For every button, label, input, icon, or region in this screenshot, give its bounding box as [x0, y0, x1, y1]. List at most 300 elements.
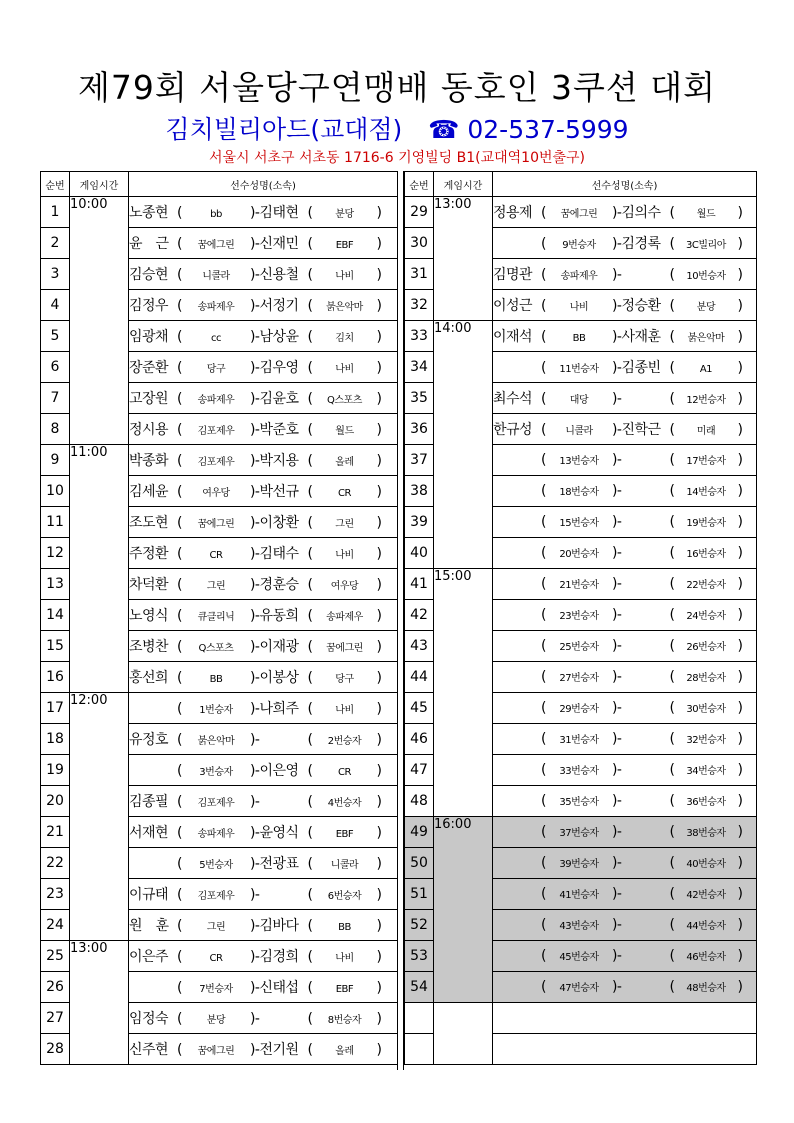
paren: ( — [541, 607, 546, 623]
match-players — [493, 910, 757, 941]
paren: ) — [376, 918, 382, 934]
paren: ( — [541, 700, 546, 716]
match-number: 3 — [41, 259, 70, 290]
match-players — [129, 755, 398, 786]
paren: ( — [541, 391, 546, 407]
player2-club: 42번승자 — [686, 890, 726, 901]
player2-club: 16번승자 — [686, 549, 726, 560]
player1-name: 김종필 — [129, 794, 169, 810]
match-number — [405, 1034, 434, 1065]
paren: ) — [376, 267, 382, 283]
match-number: 53 — [405, 941, 434, 972]
match-players — [493, 1003, 757, 1034]
match-number: 36 — [405, 414, 434, 445]
paren: ( — [307, 236, 313, 252]
player2-name: 김경희 — [259, 949, 299, 965]
player2-club: 12번승자 — [686, 395, 726, 406]
paren: )- — [611, 422, 622, 438]
paren: ) — [376, 732, 382, 748]
paren: ) — [737, 576, 743, 592]
match-number: 16 — [41, 662, 70, 693]
match-number: 42 — [405, 600, 434, 631]
player1-club: 김포제우 — [197, 457, 235, 468]
player2-name: 윤영식 — [259, 825, 299, 841]
player1-club: 37번승자 — [559, 828, 599, 839]
paren: ( — [669, 329, 675, 345]
paren: ( — [541, 979, 546, 995]
paren: ( — [669, 576, 675, 592]
player2-club: 월드 — [696, 209, 716, 220]
paren: )- — [249, 546, 260, 562]
player2-club: 그린 — [335, 519, 354, 530]
paren: )- — [611, 948, 622, 964]
player2-name: 사재훈 — [621, 329, 661, 345]
player2-name: 정승환 — [621, 298, 661, 314]
player2-name: 김경록 — [621, 236, 661, 252]
paren: ( — [307, 701, 313, 717]
player2-club: 꿈에그린 — [326, 643, 363, 654]
player1-club: 31번승자 — [559, 735, 599, 746]
player1-club: cc — [210, 333, 221, 344]
paren: ( — [669, 731, 675, 747]
paren: )- — [249, 918, 260, 934]
paren: )- — [611, 360, 622, 376]
paren: ) — [376, 887, 382, 903]
paren: ( — [307, 453, 313, 469]
paren: ( — [669, 607, 675, 623]
game-time: 16:00 — [434, 817, 493, 1003]
player1-club: 김포제우 — [197, 798, 235, 809]
paren: ( — [177, 577, 182, 593]
player1-name: 윤 근 — [129, 236, 169, 252]
paren: )- — [611, 824, 622, 840]
player2-club: 붉은악마 — [326, 302, 363, 313]
paren: ( — [541, 824, 546, 840]
paren: ) — [737, 483, 743, 499]
match-row — [405, 817, 757, 848]
match-players — [129, 693, 398, 724]
match-number: 49 — [405, 817, 434, 848]
player1-club: 그린 — [206, 581, 226, 592]
player2-club: 38번승자 — [686, 828, 726, 839]
match-row — [41, 941, 398, 972]
player1-name: 김세윤 — [129, 484, 169, 500]
player2-club: EBF — [335, 240, 354, 251]
paren: ( — [541, 762, 546, 778]
paren: )- — [249, 236, 260, 252]
player1-club: BB — [209, 674, 223, 685]
match-players — [129, 259, 398, 290]
paren: ( — [669, 205, 675, 221]
player2-name: 이재광 — [259, 639, 299, 655]
player1-club: 송파제우 — [197, 829, 235, 840]
paren: ) — [376, 794, 382, 810]
match-number: 31 — [405, 259, 434, 290]
player2-club: 19번승자 — [686, 518, 726, 529]
paren: )- — [611, 669, 622, 685]
player1-club: 1번승자 — [199, 705, 233, 716]
match-number: 43 — [405, 631, 434, 662]
paren: )- — [249, 515, 260, 531]
match-number: 11 — [41, 507, 70, 538]
paren: )- — [611, 236, 622, 252]
player1-club: 23번승자 — [559, 611, 599, 622]
match-number: 50 — [405, 848, 434, 879]
player1-name: 유정호 — [129, 732, 169, 748]
paren: ( — [177, 763, 182, 779]
player1-club: 당구 — [206, 364, 226, 375]
paren: )- — [249, 856, 260, 872]
paren: )- — [611, 638, 622, 654]
player1-name: 정시용 — [129, 422, 169, 438]
paren: ) — [737, 886, 743, 902]
paren: )- — [249, 391, 260, 407]
match-players — [493, 538, 757, 569]
paren: ( — [307, 670, 313, 686]
match-number: 48 — [405, 786, 434, 817]
player2-club: 17번승자 — [686, 456, 726, 467]
paren: )- — [249, 732, 260, 748]
player2-club: EBF — [335, 984, 354, 995]
match-number: 54 — [405, 972, 434, 1003]
paren: ( — [177, 856, 182, 872]
player2-club: 22번승자 — [686, 580, 726, 591]
paren: ( — [177, 1042, 182, 1058]
paren: ( — [307, 484, 313, 500]
paren: ( — [177, 360, 182, 376]
paren: ) — [737, 855, 743, 871]
paren: )- — [249, 577, 260, 593]
match-players — [493, 941, 757, 972]
player1-club: 39번승자 — [559, 859, 599, 870]
paren: ) — [737, 514, 743, 530]
match-players — [493, 383, 757, 414]
paren: ( — [177, 670, 182, 686]
player1-club: 꿈에그린 — [197, 519, 235, 530]
player1-club: 큐클리닉 — [197, 612, 235, 623]
paren: ( — [541, 731, 546, 747]
player2-club: 46번승자 — [686, 952, 726, 963]
match-row — [405, 321, 757, 352]
paren: )- — [249, 360, 260, 376]
player2-club: 붉은악마 — [687, 333, 725, 344]
paren: ( — [669, 700, 675, 716]
match-number: 13 — [41, 569, 70, 600]
player2-club: 6번승자 — [327, 891, 362, 902]
match-players — [129, 352, 398, 383]
paren: ( — [669, 979, 675, 995]
player1-name: 노종현 — [129, 205, 169, 221]
paren: ) — [737, 793, 743, 809]
player1-club: 김포제우 — [197, 891, 235, 902]
paren: ) — [737, 545, 743, 561]
paren: )- — [249, 949, 260, 965]
player2-name: 이봉상 — [259, 670, 299, 686]
paren: ( — [177, 949, 182, 965]
paren: ) — [376, 546, 382, 562]
paren: ( — [307, 546, 313, 562]
match-players — [493, 228, 757, 259]
match-players — [129, 383, 398, 414]
match-players — [129, 786, 398, 817]
player2-club: 미래 — [696, 426, 716, 437]
player1-club: 분당 — [206, 1015, 226, 1026]
game-time: 10:00 — [70, 197, 129, 445]
paren: ) — [376, 608, 382, 624]
match-players — [493, 290, 757, 321]
player1-club: 송파제우 — [197, 395, 235, 406]
venue-name: 김치빌리아드(교대점) — [165, 115, 403, 144]
player2-name: 김바다 — [259, 918, 299, 934]
match-players — [493, 848, 757, 879]
player1-club: 그린 — [206, 922, 226, 933]
paren: ( — [177, 1011, 182, 1027]
match-number: 20 — [41, 786, 70, 817]
player1-club: CR — [209, 550, 223, 561]
match-row — [405, 197, 757, 228]
player2-name: 진학근 — [621, 422, 661, 438]
paren: ( — [669, 514, 675, 530]
player1-club: 33번승자 — [559, 766, 599, 777]
paren: )- — [249, 670, 260, 686]
paren: )- — [249, 267, 260, 283]
match-number: 18 — [41, 724, 70, 755]
header-num: 순번 — [41, 172, 70, 197]
paren: ( — [177, 484, 182, 500]
paren: )- — [249, 1011, 260, 1027]
match-players — [129, 910, 398, 941]
match-players — [129, 228, 398, 259]
header-time: 게임시간 — [434, 172, 493, 197]
match-players — [129, 879, 398, 910]
player2-club: Q스포츠 — [327, 395, 362, 406]
player1-club: 꿈에그린 — [197, 1046, 235, 1057]
paren: ( — [307, 577, 313, 593]
match-number: 22 — [41, 848, 70, 879]
player1-name: 임광채 — [129, 329, 169, 345]
player2-club: 당구 — [335, 674, 354, 685]
player1-club: 15번승자 — [559, 518, 599, 529]
player1-name: 장준환 — [129, 360, 169, 376]
player2-club: 34번승자 — [686, 766, 726, 777]
game-time: 13:00 — [434, 197, 493, 321]
player1-name: 박종화 — [129, 453, 169, 469]
paren: ) — [737, 700, 743, 716]
match-players — [493, 879, 757, 910]
paren: ( — [669, 391, 675, 407]
paren: ( — [177, 980, 182, 996]
venue-phone: ☎ 02-537-5999 — [428, 115, 629, 144]
paren: ( — [541, 917, 546, 933]
game-time: 11:00 — [70, 445, 129, 693]
paren: ( — [669, 452, 675, 468]
player1-club: 5번승자 — [199, 860, 233, 871]
player1-club: 47번승자 — [559, 983, 599, 994]
match-players — [129, 507, 398, 538]
paren: ) — [376, 980, 382, 996]
paren: )- — [611, 452, 622, 468]
paren: ) — [737, 607, 743, 623]
paren: ( — [307, 608, 313, 624]
player2-name: 남상윤 — [259, 329, 299, 345]
player1-name: 이규태 — [129, 887, 169, 903]
player1-name: 김정우 — [129, 298, 169, 314]
player2-club: A1 — [699, 364, 713, 375]
player2-club: 30번승자 — [686, 704, 726, 715]
match-number: 25 — [41, 941, 70, 972]
paren: ( — [307, 298, 313, 314]
player1-club: 니콜라 — [565, 426, 593, 437]
player1-name: 이성근 — [493, 298, 533, 314]
paren: ) — [376, 205, 382, 221]
paren: ( — [177, 887, 182, 903]
match-players — [129, 724, 398, 755]
paren: ) — [737, 329, 743, 345]
match-players — [493, 476, 757, 507]
paren: ( — [541, 360, 546, 376]
player1-club: 3번승자 — [199, 767, 233, 778]
player2-name: 김태현 — [259, 205, 299, 221]
match-players — [129, 662, 398, 693]
match-players — [129, 1034, 398, 1065]
player2-club: 여우당 — [330, 581, 359, 592]
match-number: 35 — [405, 383, 434, 414]
paren: ( — [541, 236, 546, 252]
paren: ( — [177, 236, 182, 252]
player2-name: 김태수 — [259, 546, 299, 562]
player1-club: 꿈에그린 — [560, 209, 598, 220]
match-players — [129, 1003, 398, 1034]
player1-name: 조도현 — [129, 515, 169, 531]
match-players — [493, 972, 757, 1003]
player1-name: 노영식 — [129, 608, 169, 624]
paren: ) — [376, 236, 382, 252]
paren: ) — [376, 577, 382, 593]
match-players — [493, 445, 757, 476]
paren: )- — [611, 700, 622, 716]
player2-club: 8번승자 — [327, 1015, 362, 1026]
player1-club: bb — [210, 209, 222, 220]
match-players — [493, 321, 757, 352]
page-title: 제79회 서울당구연맹배 동호인 3쿠션 대회 — [78, 68, 716, 107]
paren: ( — [307, 205, 313, 221]
match-players — [129, 290, 398, 321]
player1-name: 최수석 — [493, 391, 533, 407]
paren: ( — [307, 1011, 313, 1027]
match-players — [129, 414, 398, 445]
match-players — [129, 631, 398, 662]
player2-name: 나희주 — [259, 701, 299, 717]
paren: )- — [249, 763, 260, 779]
paren: ) — [376, 1042, 382, 1058]
player1-name: 김승현 — [129, 267, 169, 283]
match-players — [129, 848, 398, 879]
paren: ) — [737, 762, 743, 778]
player2-club: CR — [337, 488, 351, 499]
paren: ( — [541, 298, 546, 314]
paren: )- — [249, 329, 260, 345]
match-number: 33 — [405, 321, 434, 352]
paren: ( — [541, 793, 546, 809]
player2-name: 경훈승 — [259, 577, 299, 593]
paren: ) — [376, 639, 382, 655]
match-players — [493, 817, 757, 848]
match-players — [129, 569, 398, 600]
match-number: 15 — [41, 631, 70, 662]
player1-name: 김명관 — [493, 267, 533, 283]
game-time: 13:00 — [70, 941, 129, 1065]
player2-name: 서정기 — [259, 298, 299, 314]
player2-club: 김치 — [335, 333, 354, 344]
paren: ( — [177, 329, 182, 345]
paren: ( — [669, 267, 675, 283]
match-number: 52 — [405, 910, 434, 941]
paren: ( — [669, 917, 675, 933]
player1-club: Q스포츠 — [198, 643, 234, 654]
match-number: 12 — [41, 538, 70, 569]
paren: ( — [177, 639, 182, 655]
match-number: 6 — [41, 352, 70, 383]
player2-club: 4번승자 — [327, 798, 362, 809]
game-time: 14:00 — [434, 321, 493, 569]
paren: ) — [376, 329, 382, 345]
paren: ( — [541, 329, 546, 345]
player2-name: 김종빈 — [621, 360, 661, 376]
paren: ( — [307, 763, 313, 779]
paren: ( — [307, 1042, 313, 1058]
paren: ( — [669, 360, 675, 376]
match-number: 37 — [405, 445, 434, 476]
paren: ( — [307, 949, 313, 965]
player2-club: 올레 — [335, 457, 354, 468]
match-number: 19 — [41, 755, 70, 786]
player2-club: 월드 — [335, 426, 354, 437]
venue-line — [0, 110, 794, 146]
match-number: 29 — [405, 197, 434, 228]
paren: ( — [177, 205, 182, 221]
paren: ) — [376, 949, 382, 965]
player1-club: 25번승자 — [559, 642, 599, 653]
match-number: 4 — [41, 290, 70, 321]
match-players — [493, 755, 757, 786]
player1-club: 나비 — [569, 302, 589, 313]
paren: ( — [541, 267, 546, 283]
player2-name: 유동희 — [259, 608, 299, 624]
paren: ( — [307, 639, 313, 655]
paren: )- — [611, 391, 622, 407]
player1-name: 주정환 — [129, 546, 169, 562]
player1-name: 고장원 — [129, 391, 169, 407]
match-row — [41, 197, 398, 228]
paren: ) — [376, 360, 382, 376]
match-number: 28 — [41, 1034, 70, 1065]
player2-name: 이창환 — [259, 515, 299, 531]
match-number: 10 — [41, 476, 70, 507]
player1-club: 13번승자 — [559, 456, 599, 467]
player2-name: 신태섭 — [259, 980, 299, 996]
player1-name: 이재석 — [493, 329, 533, 345]
player1-name: 차덕환 — [129, 577, 169, 593]
match-row — [41, 693, 398, 724]
paren: ( — [177, 453, 182, 469]
paren: )- — [611, 886, 622, 902]
match-number: 30 — [405, 228, 434, 259]
player1-name: 이은주 — [129, 949, 169, 965]
player1-name: 신주현 — [129, 1042, 169, 1058]
match-players — [493, 507, 757, 538]
paren: )- — [611, 576, 622, 592]
player2-club: 나비 — [335, 705, 354, 716]
